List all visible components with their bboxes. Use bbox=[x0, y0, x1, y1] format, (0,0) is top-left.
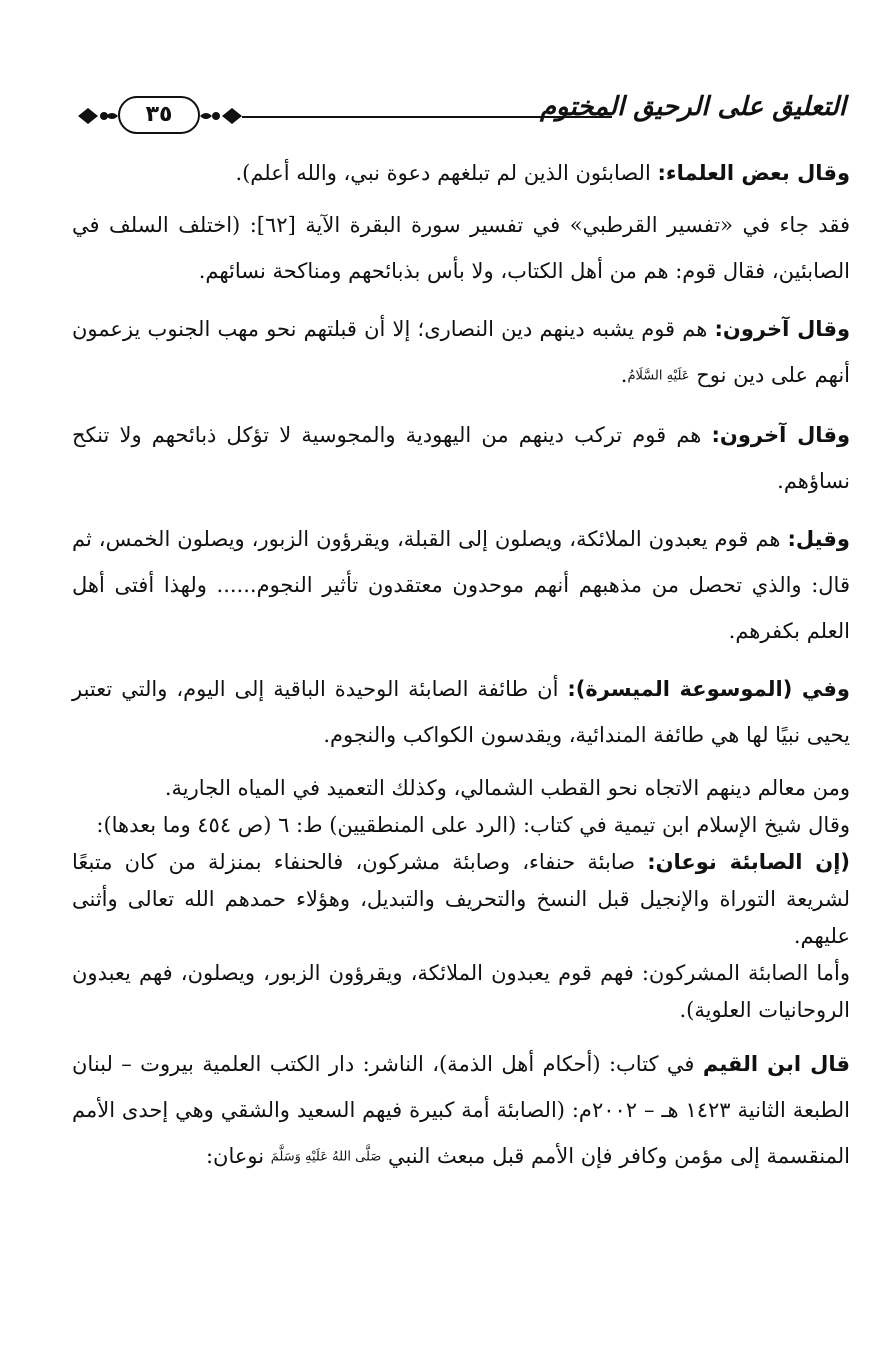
paragraph-1 bbox=[72, 150, 850, 196]
paragraph-line: وقال شيخ الإسلام ابن تيمية في كتاب: (الرد على المنطقيين) ط: ٦ (ص ٤٥٤ وما بعدها): bbox=[96, 812, 850, 837]
paragraph-lead: وقال آخرون: bbox=[711, 422, 850, 447]
book-title: التعليق على الرحيق المختوم bbox=[539, 92, 846, 122]
paragraph-8 bbox=[72, 1041, 850, 1181]
honorific-salla-allah: صَلَّى اللهُ عَلَيْهِ وَسَلَّمَ bbox=[270, 1149, 382, 1164]
paragraph-lead: قال ابن القيم bbox=[702, 1051, 850, 1076]
paragraph-text: أن طائفة الصابئة الوحيدة الباقية إلى اليوم، والتي تعتبر يحيى نبيًا لها هي طائفة المندائية، ويقدسون الكواكب والنجوم. bbox=[72, 676, 850, 747]
paragraph-line: وأما الصابئة المشركون: فهم قوم يعبدون الملائكة، ويقرؤون الزبور، ويصلون، فهم يعبدون الروحانيات العلوية). bbox=[72, 960, 850, 1022]
paragraph-text: هم قوم يشبه دينهم دين النصارى؛ إلا أن قبلتهم نحو مهب الجنوب يزعمون أنهم على دين نوح bbox=[72, 317, 850, 387]
paragraph-text: صابئة حنفاء، وصابئة مشركون، فالحنفاء بمنزلة من كان متبعًا لشريعة التوراة والإنجيل قبل النسخ والتحريف والتبديل، وهؤلاء حمدهم الله تعالى وأثنى عليهم. bbox=[72, 849, 850, 948]
honorific-alayhi-salam: عَلَيْهِ السَّلَامُ bbox=[627, 368, 690, 384]
paragraph-text: الصابئون الذين لم تبلغهم دعوة نبي، والله أعلم). bbox=[235, 161, 658, 185]
paragraph-lead: (إن الصابئة نوعان: bbox=[647, 849, 850, 874]
paragraph-6 bbox=[72, 666, 850, 758]
paragraph-lead: وفي (الموسوعة الميسرة): bbox=[567, 676, 850, 701]
ornament-left-icon bbox=[76, 102, 118, 130]
paragraph-line: ومن معالم دينهم الاتجاه نحو القطب الشمالي، وكذلك التعميد في المياه الجارية. bbox=[164, 775, 850, 800]
paragraph-3 bbox=[72, 306, 850, 400]
paragraph-text: في كتاب: (أحكام أهل الذمة)، الناشر: دار الكتب العلمية بيروت – لبنان الطبعة الثانية ١٤٢٣ هـ – ٢٠٠٢م: (الصابئة أمة كبيرة فيهم السعيد والشقي وهي إحدى الأمم المنقسمة إلى مؤمن وكافر فإن الأمم قبل مبعث النبي bbox=[72, 1051, 850, 1168]
page-number: ٣٥ bbox=[118, 96, 200, 134]
paragraph-7 bbox=[72, 770, 850, 1029]
quote-line bbox=[72, 844, 850, 955]
paragraph-text: فقد جاء في «تفسير القرطبي» في تفسير سورة البقرة الآية [٦٢]: (اختلف السلف في الصابئين، فقال قوم: هم من أهل الكتاب، ولا بأس بذبائحهم ومناكحة نسائهم. bbox=[72, 213, 850, 283]
paragraph-lead: وقال بعض العلماء: bbox=[657, 161, 850, 185]
paragraph-lead: وقيل: bbox=[787, 526, 850, 551]
paragraph-end: نوعان: bbox=[205, 1143, 271, 1168]
ornament-right-icon bbox=[200, 102, 242, 130]
paragraph-4 bbox=[72, 412, 850, 504]
paragraph-2 bbox=[72, 202, 850, 294]
paragraph-end: . bbox=[620, 363, 628, 387]
paragraph-5 bbox=[72, 516, 850, 654]
page-body bbox=[72, 150, 850, 1180]
paragraph-lead: وقال آخرون: bbox=[714, 317, 850, 341]
paragraph-text: هم قوم تركب دينهم من اليهودية والمجوسية لا تؤكل ذبائحهم ولا تنكح نساؤهم. bbox=[72, 422, 850, 493]
paragraph-text: هم قوم يعبدون الملائكة، ويصلون إلى القبلة، ويقرؤون الزبور، ويصلون الخمس، ثم قال: والذي تحصل من مذهبهم أنهم موحدون معتقدون تأثير النجوم...... ولهذا أفتى أهل العلم بكفرهم. bbox=[72, 526, 850, 643]
page-header bbox=[76, 88, 846, 144]
